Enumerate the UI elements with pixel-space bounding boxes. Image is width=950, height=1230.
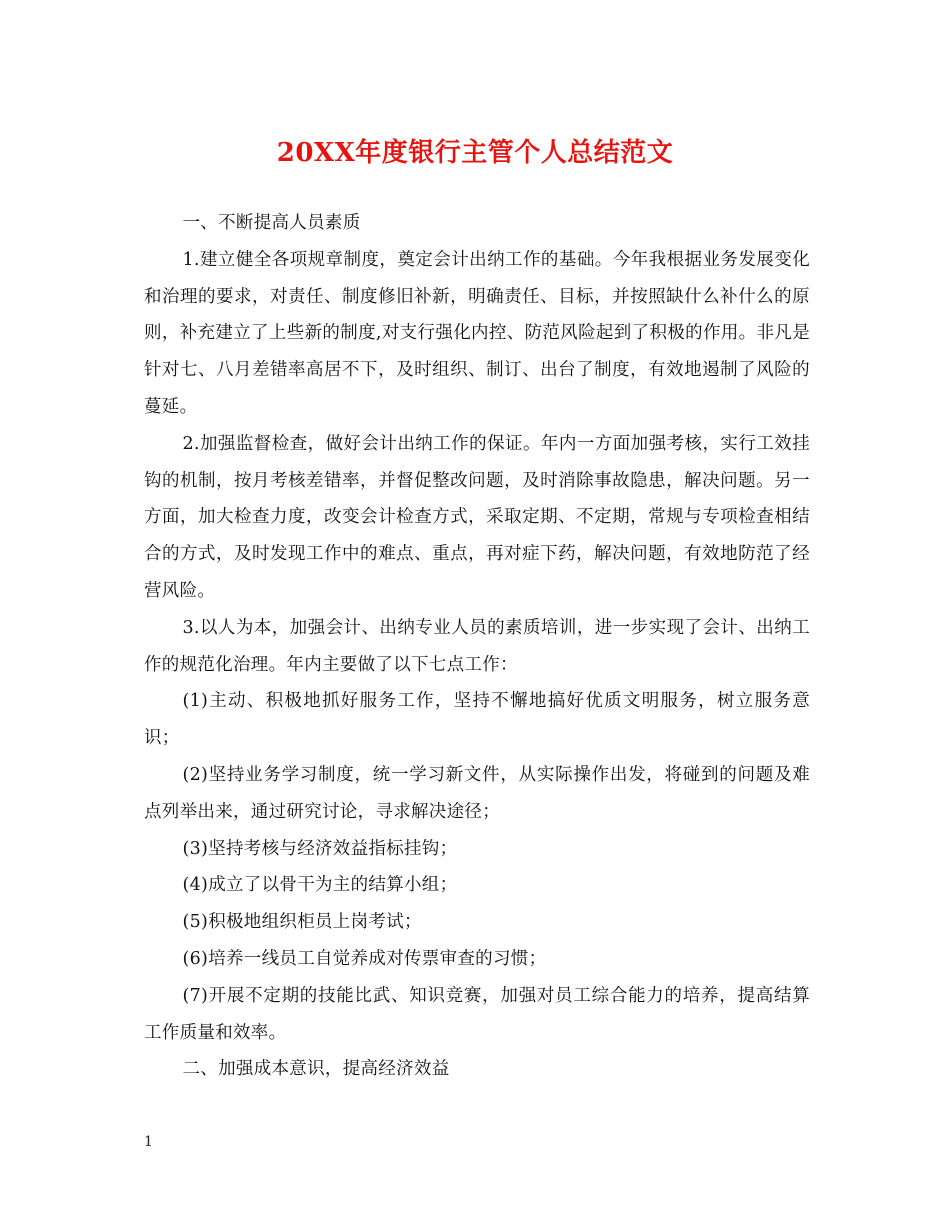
list-item-1: (1)主动、积极地抓好服务工作，坚持不懈地搞好优质文明服务，树立服务意识；: [144, 691, 810, 749]
paragraph-item-3: 3.以人为本，加强会计、出纳专业人员的素质培训，进一步实现了会计、出纳工作的规范化治理。年内主要做了以下七点工作：: [144, 617, 810, 675]
list-item-7: (7)开展不定期的技能比武、知识竞赛，加强对员工综合能力的培养，提高结算工作质量和效率。: [144, 985, 810, 1043]
paragraph-item-1: 1.建立健全各项规章制度，奠定会计出纳工作的基础。今年我根据业务发展变化和治理的要求，对责任、制度修旧补新，明确责任、目标，并按照缺什么补什么的原则，补充建立了上些新的制度,对支行强化内控、防范风险起到了积极的作用。非凡是针对七、八月差错率高居不下，及时组织、制订、出台了制度，有效地遏制了风险的蔓延。: [144, 249, 810, 417]
paragraph-item-2: 2.加强监督检查，做好会计出纳工作的保证。年内一方面加强考核，实行工效挂钩的机制，按月考核差错率，并督促整改问题，及时消除事故隐患，解决问题。另一方面，加大检查力度，改变会计检查方式，采取定期、不定期，常规与专项检查相结合的方式，及时发现工作中的难点、重点，再对症下药，解决问题，有效地防范了经营风险。: [144, 433, 810, 601]
list-item-2: (2)坚持业务学习制度，统一学习新文件，从实际操作出发，将碰到的问题及难点列举出来，通过研究讨论，寻求解决途径；: [144, 764, 810, 822]
list-item-3: (3)坚持考核与经济效益指标挂钩；: [182, 838, 458, 859]
section-heading-2: 二、加强成本意识，提高经济效益: [182, 1059, 450, 1080]
document-title: 20XX年度银行主管个人总结范文: [276, 138, 674, 168]
section-heading-1: 一、不断提高人员素质: [182, 213, 361, 233]
list-item-4: (4)成立了以骨干为主的结算小组；: [182, 875, 458, 896]
document-body: [144, 205, 810, 1088]
list-item-5: (5)积极地组织柜员上岗考试；: [182, 912, 422, 933]
page-number: 1: [144, 1134, 153, 1150]
list-item-6: (6)培养一线员工自觉养成对传票审查的习惯；: [182, 948, 547, 969]
